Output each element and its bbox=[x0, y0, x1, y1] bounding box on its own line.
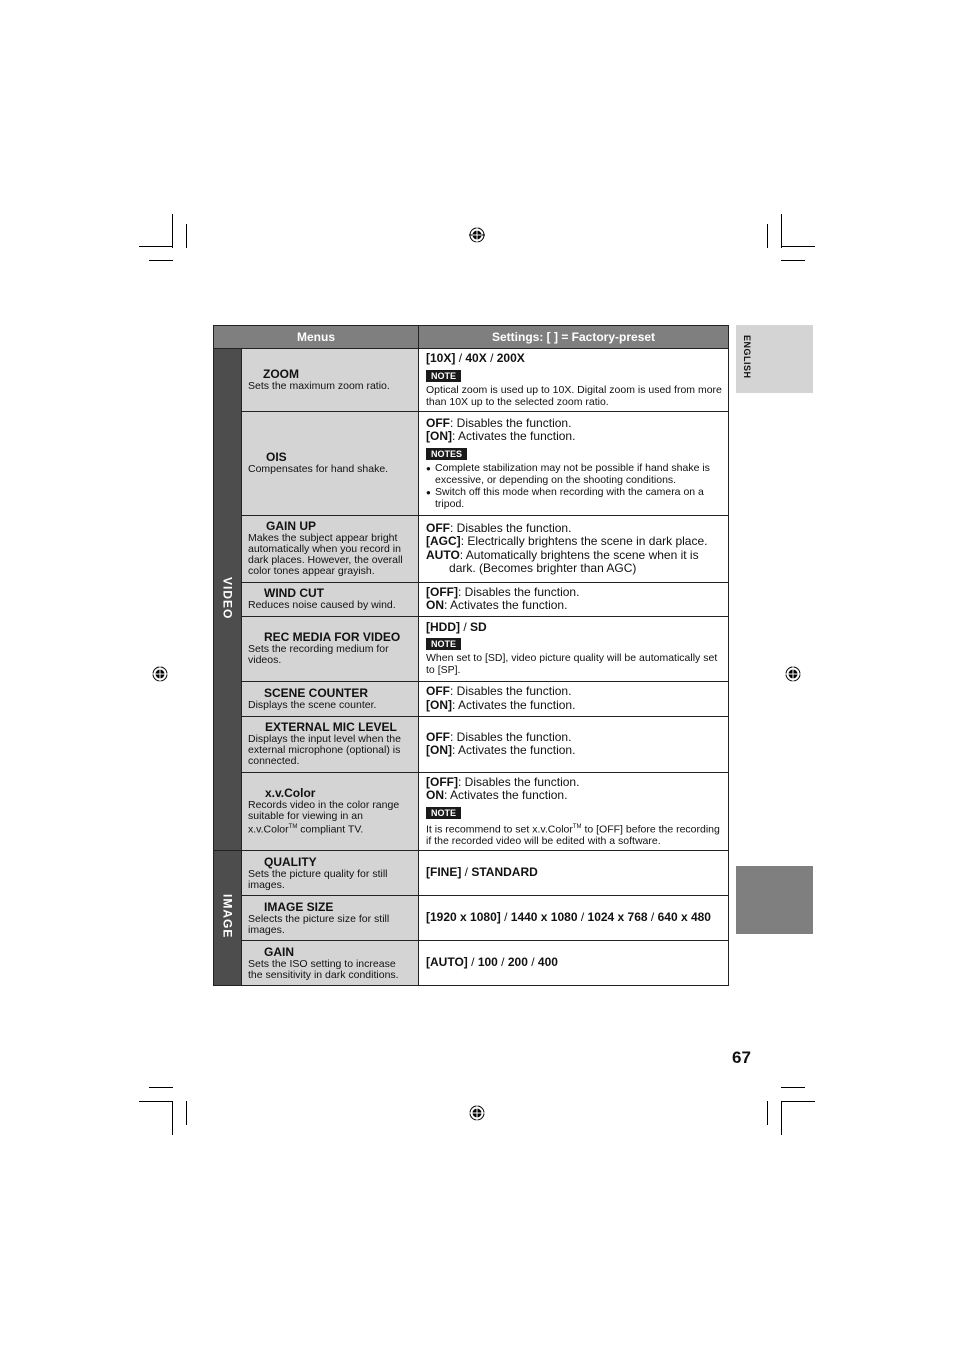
crop-mark bbox=[767, 224, 768, 248]
menu-cell bbox=[242, 896, 419, 941]
menu-name: GAIN bbox=[264, 944, 294, 959]
crop-mark bbox=[172, 1101, 173, 1135]
crop-mark bbox=[172, 214, 173, 248]
section-image: IMAGE bbox=[214, 851, 242, 986]
table-row bbox=[214, 616, 729, 681]
table-row bbox=[214, 851, 729, 896]
menu-cell bbox=[242, 515, 419, 582]
menu-cell bbox=[242, 772, 419, 851]
menu-cell bbox=[242, 582, 419, 616]
settings-cell: [OFF]: Disables the function. ON: Activates the function. NOTE It is recommend to set x.v.Color™ to [OFF] before the recording if the recorded video will be edited with a software. bbox=[419, 772, 729, 851]
crop-mark bbox=[139, 1101, 173, 1102]
menu-cell bbox=[242, 349, 419, 412]
section-video: VIDEO bbox=[214, 349, 242, 851]
note-text: It is recommend to set x.v.Color™ to [OFF] before the recording if the recorded video will be edited with a software. bbox=[426, 823, 720, 847]
crop-mark bbox=[149, 1087, 173, 1088]
registration-mark-icon bbox=[152, 666, 168, 682]
note-text: Optical zoom is used up to 10X. Digital zoom is used from more than 10X up to the selected zoom ratio. bbox=[426, 383, 722, 408]
crop-mark bbox=[186, 224, 187, 248]
header-menus: Menus bbox=[214, 326, 419, 349]
settings-cell: OFF: Disables the function. [ON]: Activates the function. bbox=[419, 716, 729, 772]
registration-mark-icon bbox=[469, 227, 485, 243]
menu-name: QUALITY bbox=[264, 854, 317, 869]
language-label: ENGLISH bbox=[742, 335, 752, 379]
table-row bbox=[214, 582, 729, 616]
table-row bbox=[214, 515, 729, 582]
menu-name: WIND CUT bbox=[264, 586, 324, 600]
menu-cell bbox=[242, 851, 419, 896]
registration-mark-icon bbox=[785, 666, 801, 682]
menu-desc: Makes the subject appear bright automatically when you record in dark places. However, the overall color tones appear grayish. bbox=[248, 532, 403, 577]
menu-name: OIS bbox=[266, 450, 287, 464]
menu-desc: Displays the scene counter. bbox=[248, 698, 377, 711]
table-row bbox=[214, 772, 729, 851]
note-bullet: ● Complete stabilization may not be possible if hand shake is excessive, or depending on the shooting conditions. bbox=[426, 462, 722, 486]
crop-mark bbox=[781, 260, 805, 261]
menu-name: SCENE COUNTER bbox=[264, 685, 369, 700]
note-badge: NOTE bbox=[426, 807, 461, 819]
crop-mark bbox=[767, 1101, 768, 1125]
crop-mark bbox=[781, 1087, 805, 1088]
menu-name: IMAGE SIZE bbox=[264, 899, 334, 914]
crop-mark bbox=[149, 260, 173, 261]
menu-settings-table bbox=[213, 325, 729, 986]
section-tab bbox=[736, 866, 813, 934]
menu-name: x.v.Color bbox=[265, 786, 316, 800]
menu-desc: Displays the input level when the external microphone (optional) is connected. bbox=[248, 733, 401, 767]
note-badge: NOTE bbox=[426, 370, 461, 382]
settings-cell: [HDD] / SD NOTE When set to [SD], video picture quality will be automatically set to [SP]. bbox=[419, 616, 729, 681]
menu-desc: Sets the maximum zoom ratio. bbox=[248, 379, 390, 392]
note-bullet: ● Switch off this mode when recording with the camera on a tripod. bbox=[426, 486, 722, 510]
settings-cell: OFF: Disables the function. [ON]: Activates the function. NOTES ● Complete stabilization may not be possible if hand shake is excessive, or depending on the shooting conditions. ● Switch off this mode when recording with the camera on a tripod. bbox=[419, 411, 729, 515]
menu-cell bbox=[242, 616, 419, 681]
menu-desc: Sets the picture quality for still images. bbox=[248, 867, 388, 891]
menu-desc: Sets the recording medium for videos. bbox=[248, 643, 389, 666]
menu-name: GAIN UP bbox=[266, 519, 317, 533]
menu-desc: Reduces noise caused by wind. bbox=[248, 599, 396, 611]
settings-cell: [FINE] / STANDARD bbox=[419, 851, 729, 896]
settings-cell: [AUTO] / 100 / 200 / 400 bbox=[419, 941, 729, 986]
crop-mark bbox=[781, 214, 782, 248]
notes-badge: NOTES bbox=[426, 448, 467, 460]
table-row bbox=[214, 681, 729, 716]
registration-mark-icon bbox=[469, 1105, 485, 1121]
settings-cell: OFF: Disables the function. [AGC]: Electrically brightens the scene in dark place. AUTO: Automatically brightens the scene when it is dark. (Becomes brighter than AGC) bbox=[419, 515, 729, 582]
settings-cell: [1920 x 1080] / 1440 x 1080 / 1024 x 768 / 640 x 480 bbox=[419, 896, 729, 941]
crop-mark bbox=[781, 1101, 815, 1102]
note-badge: NOTE bbox=[426, 638, 461, 650]
table-row bbox=[214, 716, 729, 772]
crop-mark bbox=[781, 246, 815, 247]
settings-cell: [OFF]: Disables the function. ON: Activates the function. bbox=[419, 582, 729, 616]
menu-name: EXTERNAL MIC LEVEL bbox=[265, 720, 397, 734]
table-row bbox=[214, 349, 729, 412]
table-row bbox=[214, 941, 729, 986]
table-row bbox=[214, 411, 729, 515]
table-row bbox=[214, 896, 729, 941]
menu-desc: Sets the ISO setting to increase the sensitivity in dark conditions. bbox=[248, 957, 399, 981]
menu-desc: Compensates for hand shake. bbox=[248, 463, 389, 475]
note-text: When set to [SD], video picture quality will be automatically set to [SP]. bbox=[426, 652, 718, 677]
menu-cell bbox=[242, 716, 419, 772]
menu-name: REC MEDIA FOR VIDEO bbox=[264, 630, 401, 644]
menu-desc: Records video in the color range suitable for viewing in an x.v.Color™ compliant TV. bbox=[248, 799, 400, 836]
crop-mark bbox=[781, 1101, 782, 1135]
menu-desc: Selects the picture size for still images. bbox=[248, 912, 390, 936]
crop-mark bbox=[139, 246, 173, 247]
menu-cell bbox=[242, 411, 419, 515]
menu-name: ZOOM bbox=[263, 366, 299, 381]
menu-cell bbox=[242, 681, 419, 716]
settings-cell: OFF: Disables the function. [ON]: Activates the function. bbox=[419, 681, 729, 716]
crop-mark bbox=[186, 1101, 187, 1125]
header-settings: Settings: [ ] = Factory-preset bbox=[419, 326, 729, 349]
settings-cell: [10X] / 40X / 200X NOTE Optical zoom is used up to 10X. Digital zoom is used from more than 10X up to the selected zoom ratio. bbox=[419, 349, 729, 412]
page-number: 67 bbox=[732, 1048, 751, 1067]
menu-cell bbox=[242, 941, 419, 986]
language-tab bbox=[736, 325, 813, 393]
